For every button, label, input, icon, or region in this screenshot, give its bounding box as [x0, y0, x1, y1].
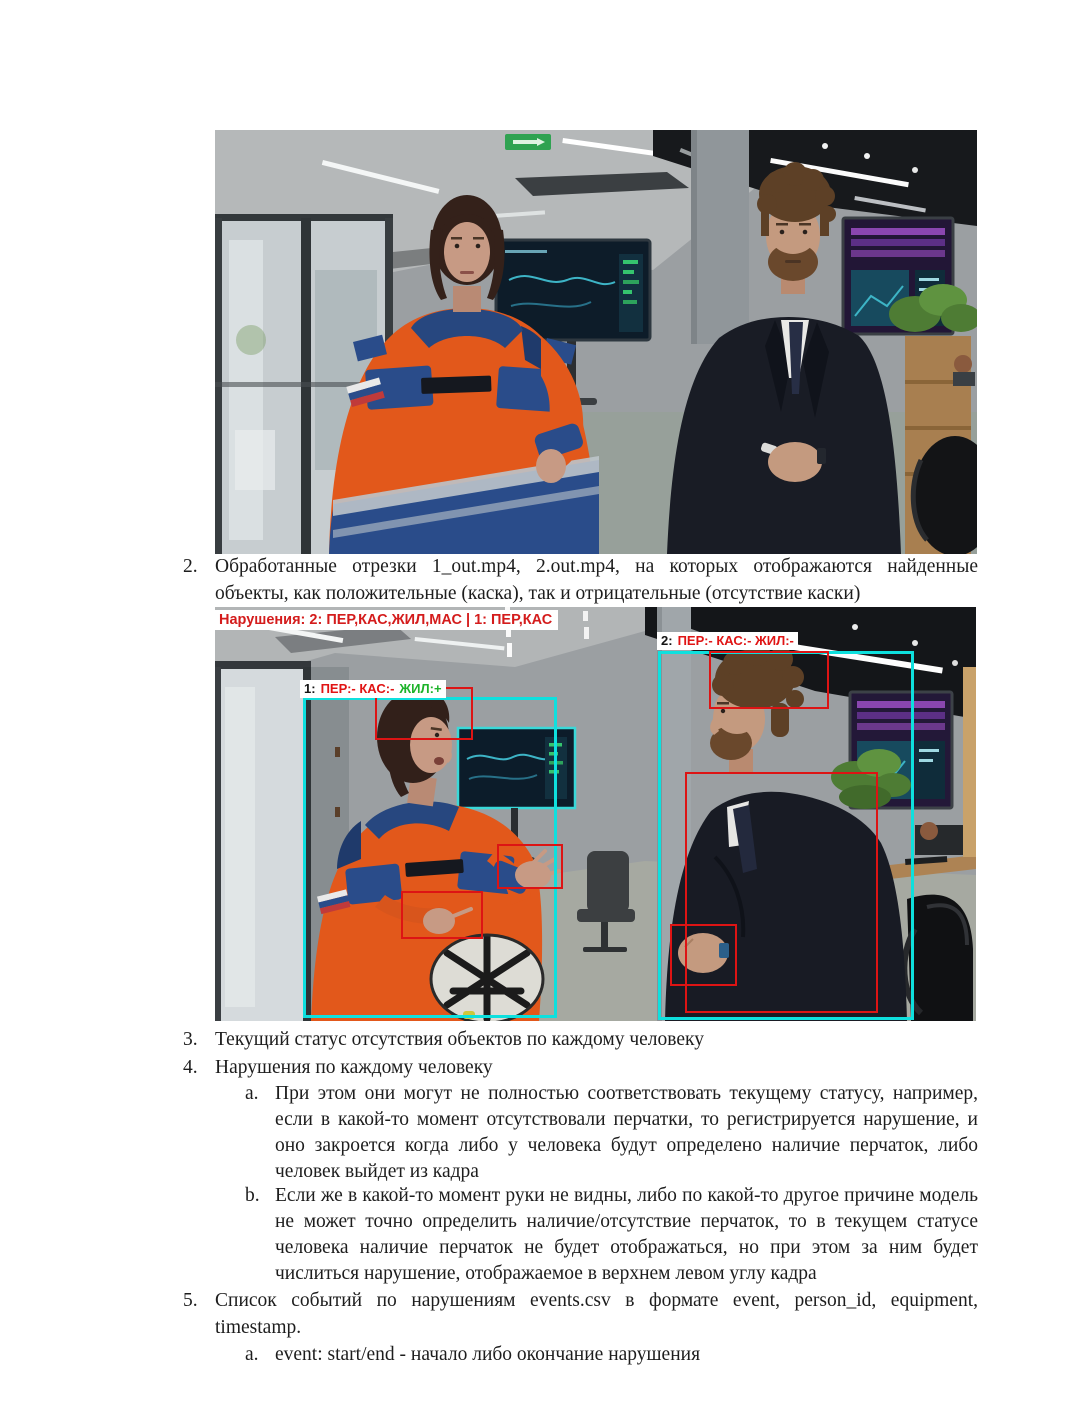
person2-missing: ПЕР:- КАС:- ЖИЛ:- [677, 633, 794, 648]
list-text: При этом они могут не полностью соответствовать текущему статусу, например, если в какой-то момент отсутствовали перчатки, то регистрируется нарушение, и оно закроется когда либо у человека будут определено наличие перчаток, либо человек выйдет из кадра [275, 1083, 978, 1182]
person1-hand-bbox-2 [401, 891, 483, 939]
list-number: 4. [183, 1057, 198, 1078]
office-chair-right [904, 895, 973, 1021]
violations-banner: Нарушения: 2: ПЕР,КАС,ЖИЛ,МАС | 1: ПЕР,КАС [215, 610, 558, 630]
list-number: 2. [183, 556, 198, 577]
person1-id: 1: [304, 681, 316, 696]
list-item-5a [245, 1341, 978, 1368]
photo-annotated-frame [215, 607, 976, 1021]
background-person [954, 355, 972, 373]
person1-missing: ПЕР:- КАС:- [320, 681, 395, 696]
list-item-2 [183, 553, 978, 607]
list-number: 5. [183, 1290, 198, 1311]
list-item-3 [183, 1026, 978, 1053]
list-text: event: start/end - начало либо окончание нарушения [275, 1344, 701, 1365]
plant-reflection [236, 325, 266, 355]
list-text: Список событий по нарушениям events.csv в формате event, person_id, equipment, timestamp. [215, 1290, 978, 1338]
person2-hands-bbox [670, 924, 737, 986]
watch [817, 448, 826, 464]
person1-hand-bbox [497, 844, 563, 889]
list-item-4a [245, 1081, 978, 1185]
list-letter: b. [245, 1185, 260, 1206]
woman-hand [536, 449, 566, 483]
person1-status-label [300, 680, 446, 698]
pillar [691, 130, 749, 344]
list-text: Если же в какой-то момент руки не видны, либо по какой-то другое причине модель не может точно определить наличие/отсутствие перчаток, то в текущем статусе человека наличие перчаток не будет отображаться, но при этом за ним будет числиться нарушение, отображаемое в верхнем левом углу кадра [275, 1185, 978, 1284]
person2-id: 2: [661, 633, 673, 648]
list-item-4b [245, 1183, 978, 1287]
list-letter: a. [245, 1083, 259, 1104]
photo-original-frame [215, 130, 977, 554]
list-number: 3. [183, 1029, 198, 1050]
list-text: Нарушения по каждому человеку [215, 1057, 493, 1078]
office-scene-illustration [215, 130, 977, 554]
person2-status-label [657, 632, 798, 650]
background-person [920, 822, 938, 840]
person1-present: ЖИЛ:+ [399, 681, 442, 696]
list-letter: a. [245, 1344, 259, 1365]
list-text: Обработанные отрезки 1_out.mp4, 2.out.mp4, на которых отображаются найденные объекты, как положительные (каска), так и отрицательные (отсутствие каски) [215, 556, 978, 604]
list-item-5 [183, 1287, 978, 1341]
list-item-4 [183, 1054, 978, 1081]
person2-head-bbox [709, 651, 829, 709]
man-hands [768, 442, 822, 482]
list-text: Текущий статус отсутствия объектов по каждому человеку [215, 1029, 704, 1050]
